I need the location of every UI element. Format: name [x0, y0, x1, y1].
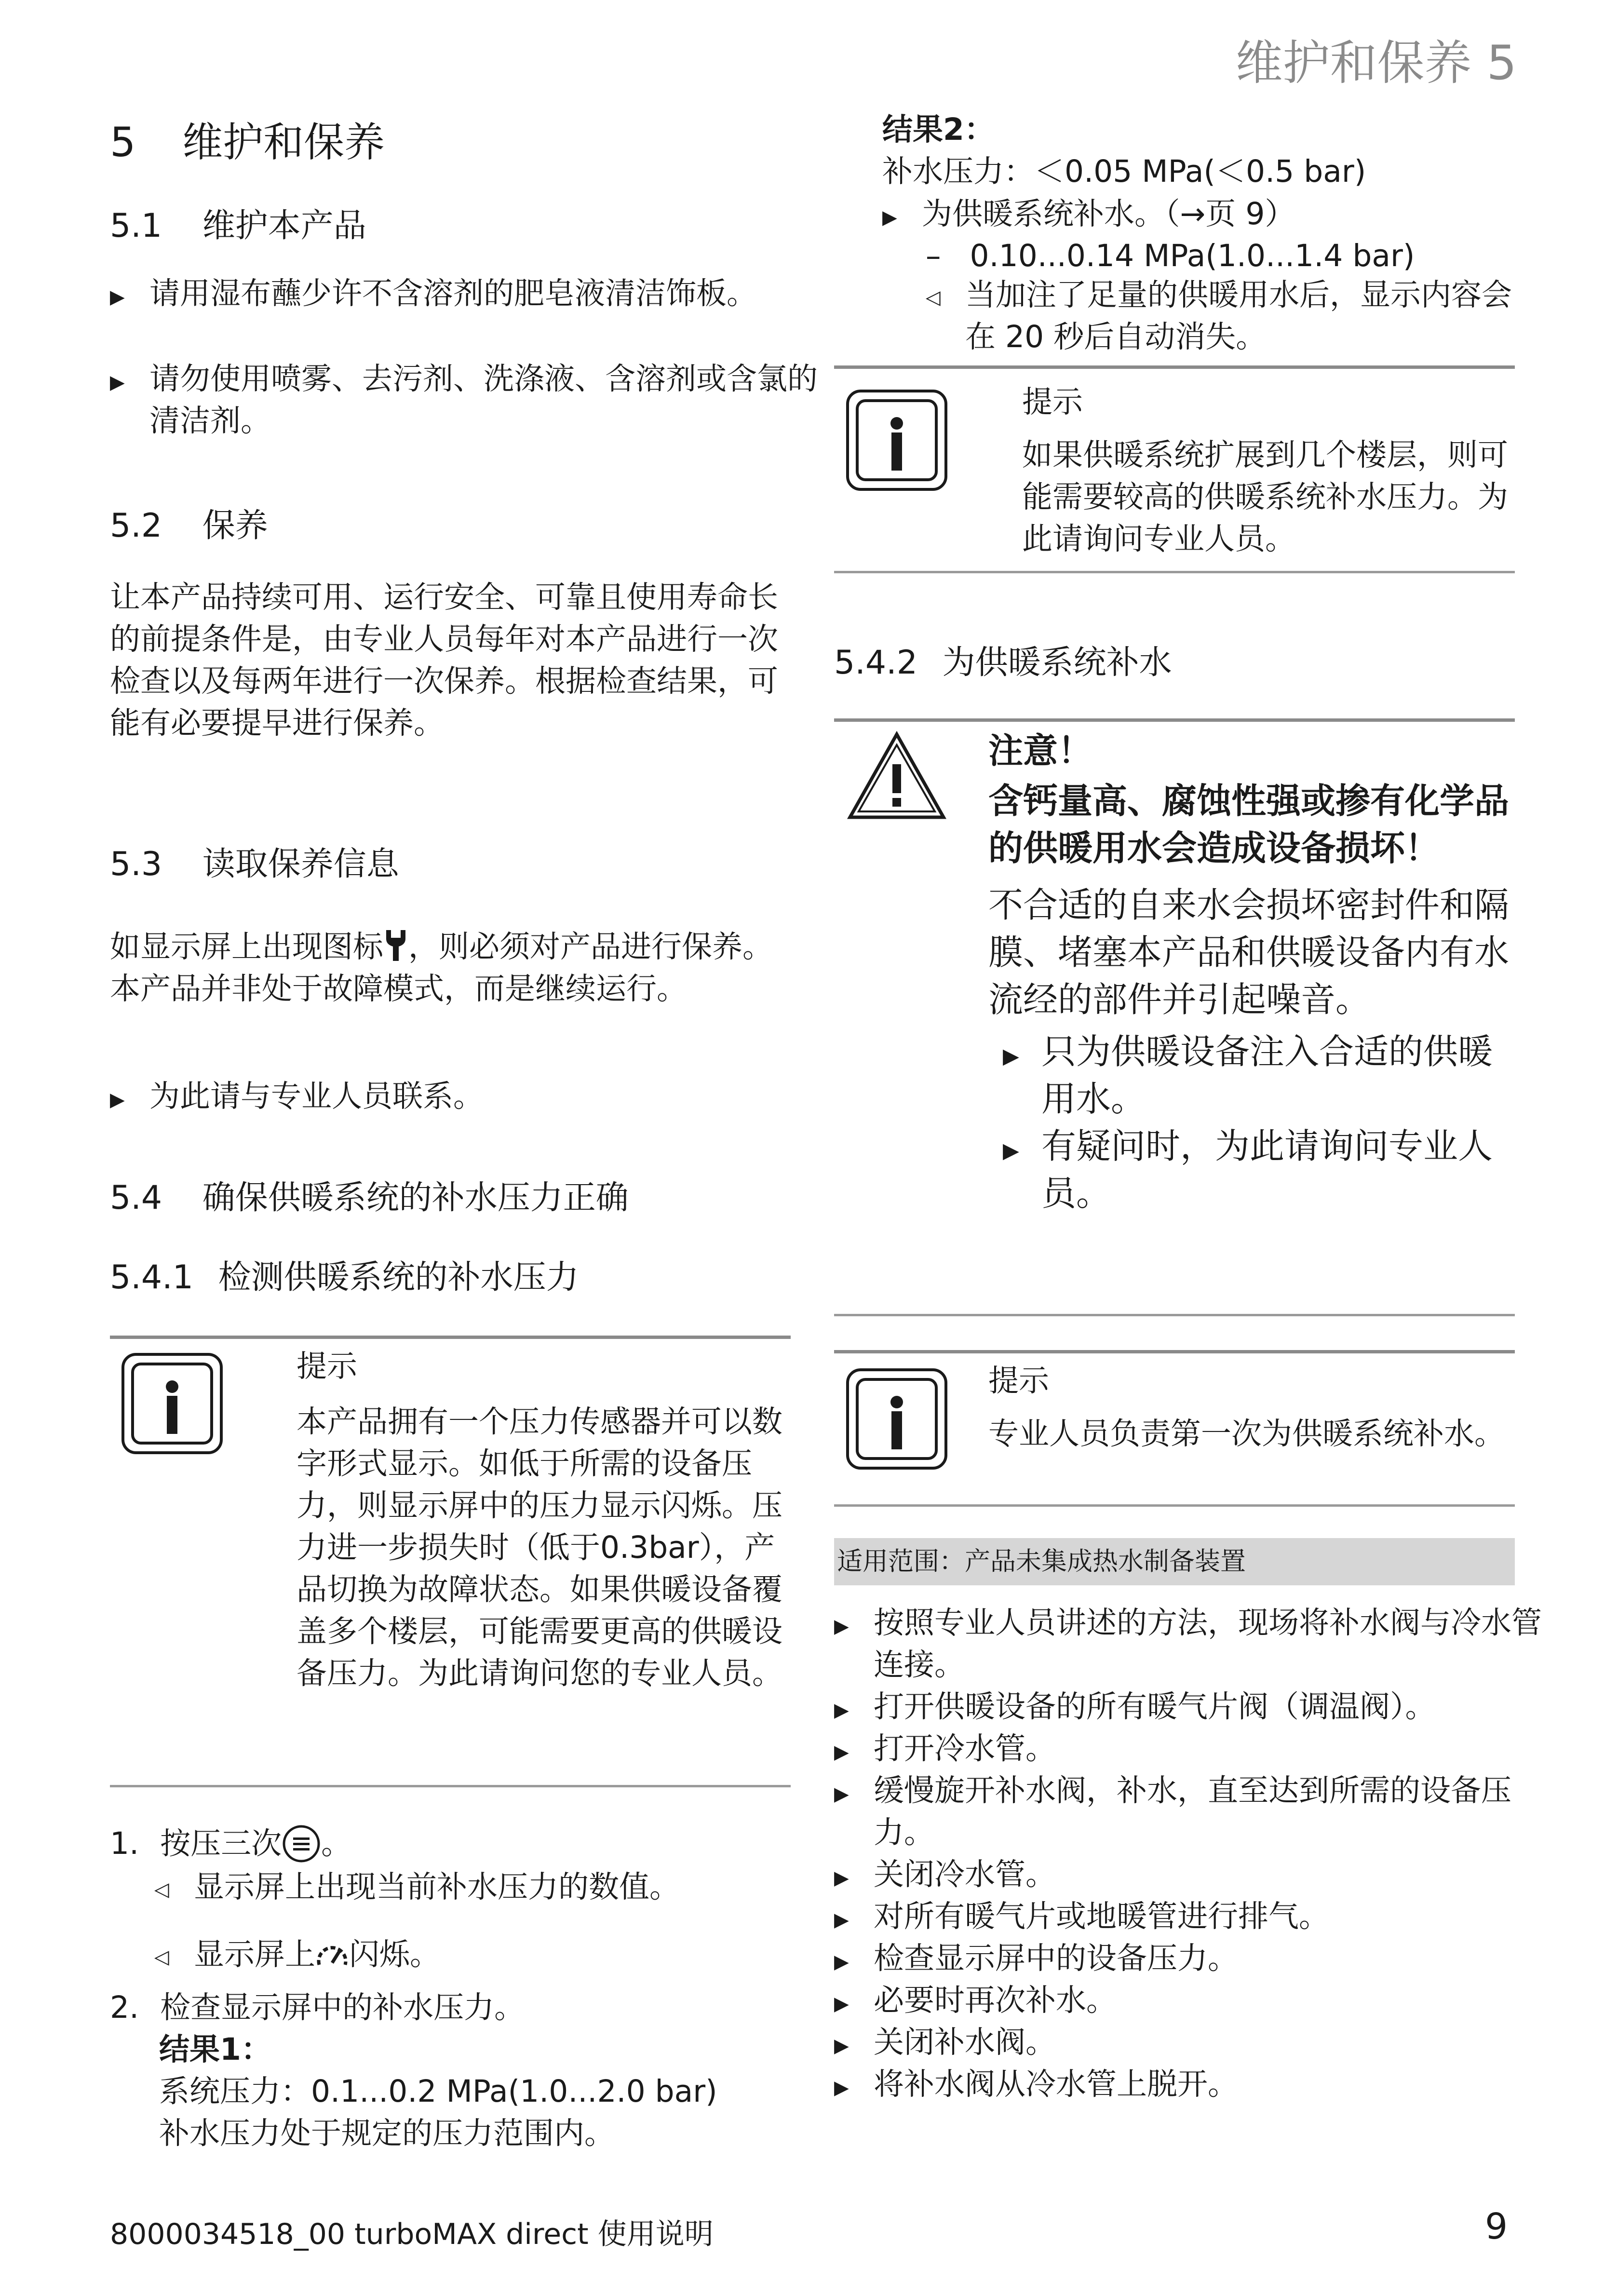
result-item — [926, 274, 1519, 358]
result-line: 补水压力：＜0.05 MPa(＜0.5 bar) — [882, 154, 1366, 189]
result-item — [154, 1933, 440, 1975]
divider — [110, 1785, 791, 1787]
list-item-text: 为此请与专业人员联系。 — [149, 1079, 484, 1114]
footer-doc-id: 8000034518_00 turboMAX direct 使用说明 — [110, 2217, 714, 2251]
section-5-4-1-title — [110, 1251, 579, 1298]
list-item — [834, 2021, 1558, 2063]
result-title: 结果1： — [159, 2032, 271, 2067]
section-5-4-2-title — [834, 636, 1172, 683]
step-text: 按压三次 — [160, 1826, 282, 1861]
list-item-text: 按照专业人员讲述的方法，现场将补水阀与冷水管连接。 — [874, 1605, 1542, 1682]
running-header: 维护和保养 5 — [1235, 36, 1517, 91]
bullet-arrow-icon: ▶ — [834, 1783, 849, 1805]
bullet-arrow-icon: ▶ — [834, 1699, 849, 1721]
page-number: 9 — [1485, 2206, 1508, 2247]
bullet-arrow-icon: ▶ — [834, 1909, 849, 1931]
list-item-text: 对所有暖气片或地暖管进行排气。 — [874, 1899, 1329, 1934]
section-heading: 检测供暖系统的补水压力 — [218, 1258, 579, 1297]
list-item — [834, 1769, 1558, 1853]
list-item — [834, 1853, 1558, 1895]
chapter-heading: 维护和保养 — [182, 119, 385, 166]
bullet-arrow-icon: ▶ — [1003, 1044, 1019, 1068]
list-item-text: 只为供暖设备注入合适的供暖用水。 — [1041, 1031, 1493, 1119]
bullet-arrow-icon: ▶ — [834, 1867, 849, 1889]
step-number: 2. — [110, 1990, 139, 2025]
list-item — [988, 1122, 1519, 1217]
note-body: 如果供暖系统扩展到几个楼层，则可能需要较高的供暖系统补水压力。为此请询问专业人员。 — [1022, 437, 1508, 556]
section-5-3-title — [110, 838, 399, 885]
list-item — [110, 1075, 834, 1117]
section-heading: 保养 — [202, 507, 268, 545]
step-2 — [110, 1986, 525, 2028]
list-item-text: 检查显示屏中的设备压力。 — [874, 1941, 1238, 1976]
bullet-arrow-icon: ▶ — [110, 1089, 125, 1111]
list-item — [834, 1728, 1558, 1769]
bullet-arrow-icon: ▶ — [834, 1615, 849, 1637]
paragraph-text: ，则必须对产品进行保养。本产品并非处于故障模式，而是继续运行。 — [110, 929, 773, 1006]
list-item — [834, 1979, 1558, 2021]
list-item-text: 必要时再次补水。 — [874, 1983, 1117, 2018]
list-item-text: 缓慢旋开补水阀，补水，直至达到所需的设备压力。 — [874, 1773, 1511, 1850]
list-item — [834, 1686, 1558, 1728]
bullet-arrow-icon: ▶ — [834, 1951, 849, 1973]
section-heading: 维护本产品 — [202, 207, 366, 245]
list-item — [110, 272, 834, 314]
list-item-text: 关闭冷水管。 — [874, 1857, 1056, 1892]
result-line: 系统压力：0.1...0.2 MPa(1.0...2.0 bar) — [159, 2074, 717, 2109]
result-2 — [882, 108, 1519, 192]
list-item-text: 将补水阀从冷水管上脱开。 — [874, 2066, 1238, 2102]
result-line: 补水压力处于规定的压力范围内。 — [159, 2116, 615, 2151]
bullet-arrow-icon: ▶ — [834, 2035, 849, 2057]
info-icon — [846, 1368, 947, 1470]
note-title: 提示 — [1022, 384, 1083, 419]
note-body: 本产品拥有一个压力传感器并可以数字形式显示。如低于所需的设备压力，则显示屏中的压力显示闪烁。压力进一步损失时（低于0.3bar），产品切换为故障状态。如果供暖设备覆盖多个楼层，可能需要更高的供暖设备压力。为此请询问您的专业人员。 — [297, 1404, 782, 1691]
divider — [834, 365, 1515, 369]
section-number: 5.4.1 — [110, 1258, 194, 1297]
list-item — [834, 1937, 1558, 1979]
result-title: 结果2： — [882, 112, 995, 147]
list-item — [988, 1028, 1519, 1122]
list-item — [834, 1895, 1558, 1937]
bullet-arrow-icon: ▶ — [834, 2077, 849, 2099]
result-text: 闪烁。 — [349, 1937, 440, 1972]
warning-title: 注意！ — [988, 730, 1093, 771]
result-text: 显示屏上 — [194, 1937, 315, 1972]
section-number: 5.2 — [110, 507, 162, 545]
bullet-arrow-icon: ▶ — [110, 286, 125, 308]
result-1 — [159, 2028, 796, 2154]
chapter-number: 5 — [110, 119, 136, 166]
section-heading: 读取保养信息 — [202, 845, 399, 883]
pressure-gauge-icon — [315, 1941, 349, 1970]
divider — [834, 1350, 1515, 1353]
list-item-text: 请勿使用喷雾、去污剂、洗涤液、含溶剂或含氯的清洁剂。 — [149, 361, 818, 438]
info-icon — [846, 390, 947, 491]
result-text: 显示屏上出现当前补水压力的数值。 — [194, 1869, 680, 1904]
paragraph-text: 如显示屏上出现图标 — [110, 929, 383, 964]
list-item — [110, 358, 834, 442]
section-heading: 为供暖系统补水 — [942, 644, 1172, 682]
paragraph: 让本产品持续可用、运行安全、可靠且使用寿命长的前提条件是，由专业人员每年对本产品进行一次检查以及每两年进行一次保养。根据检查结果，可能有必要提早进行保养。 — [110, 580, 778, 741]
step-text: 。 — [321, 1826, 352, 1861]
list-item — [834, 1602, 1558, 1686]
dash-item — [926, 235, 1415, 277]
result-triangle-icon: ◁ — [154, 1878, 169, 1901]
dash-text: 0.10...0.14 MPa(1.0...1.4 bar) — [970, 238, 1415, 273]
list-item-text: 请用湿布蘸少许不含溶剂的肥皂液清洁饰板。 — [149, 276, 757, 311]
warning-triangle-icon — [846, 730, 947, 822]
warning-body: 不合适的自来水会损坏密封件和隔膜、堵塞本产品和供暖设备内有水流经的部件并引起噪音。 — [988, 885, 1510, 1020]
bullet-arrow-icon: ▶ — [834, 1741, 849, 1763]
chapter-title — [110, 110, 385, 168]
bullet-arrow-icon: ▶ — [882, 206, 897, 229]
divider — [834, 1504, 1515, 1507]
note-body: 专业人员负责第一次为供暖系统补水。 — [988, 1416, 1505, 1451]
step-number: 1. — [110, 1826, 139, 1861]
wrench-icon — [383, 928, 408, 962]
scope-banner: 适用范围：产品未集成热水制备装置 — [834, 1538, 1515, 1585]
bullet-arrow-icon: ▶ — [1003, 1138, 1019, 1163]
list-item-text: 有疑问时，为此请询问专业人员。 — [1041, 1126, 1493, 1214]
section-heading: 确保供暖系统的补水压力正确 — [202, 1179, 629, 1217]
section-number: 5.1 — [110, 207, 162, 245]
list-item-text: 为供暖系统补水。（→页 9） — [922, 196, 1295, 231]
list-item-text: 关闭补水阀。 — [874, 2025, 1056, 2060]
divider — [834, 571, 1515, 573]
section-number: 5.4.2 — [834, 644, 918, 682]
list-item — [834, 2063, 1558, 2105]
result-item — [154, 1866, 680, 1908]
paragraph — [110, 926, 795, 1010]
list-item-text: 打开冷水管。 — [874, 1731, 1056, 1766]
note-title: 提示 — [297, 1349, 357, 1384]
list-item — [882, 193, 1558, 235]
result-text: 当加注了足量的供暖用水后，显示内容会在 20 秒后自动消失。 — [965, 277, 1512, 354]
info-icon — [121, 1353, 223, 1454]
bullet-arrow-icon: ▶ — [110, 371, 125, 393]
divider — [834, 718, 1515, 722]
note-title: 提示 — [988, 1363, 1049, 1398]
bullet-arrow-icon: ▶ — [834, 1993, 849, 2015]
menu-button-icon — [282, 1824, 321, 1864]
divider — [834, 1314, 1515, 1316]
warning-box — [988, 727, 1519, 1217]
divider — [110, 1336, 791, 1339]
result-triangle-icon: ◁ — [154, 1946, 169, 1968]
step-1 — [110, 1823, 351, 1864]
section-5-4-title — [110, 1172, 629, 1218]
dash-mark: – — [926, 238, 941, 273]
step-text: 检查显示屏中的补水压力。 — [160, 1990, 525, 2025]
list-item-text: 打开供暖设备的所有暖气片阀（调温阀）。 — [874, 1689, 1436, 1724]
section-5-1-title — [110, 200, 366, 246]
section-number: 5.3 — [110, 845, 162, 883]
result-triangle-icon: ◁ — [926, 286, 941, 309]
section-number: 5.4 — [110, 1179, 162, 1217]
section-5-2-title — [110, 500, 268, 546]
warning-headline: 含钙量高、腐蚀性强或掺有化学品的供暖用水会造成设备损坏！ — [988, 781, 1510, 868]
